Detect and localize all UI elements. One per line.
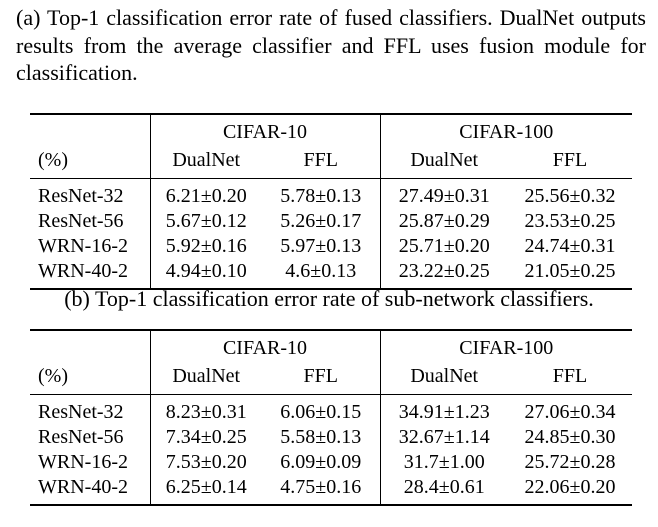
table-cell: 23.53±0.25 — [524, 210, 616, 232]
column-header: FFL — [552, 149, 588, 171]
model-name: ResNet-56 — [30, 425, 150, 450]
table-row — [30, 475, 632, 505]
table-cell: 32.67±1.14 — [398, 426, 490, 448]
table-cell: 25.56±0.32 — [508, 179, 632, 210]
table-a — [30, 113, 632, 290]
table-cell: 5.78±0.13 — [262, 179, 380, 210]
table-cell: 27.06±0.34 — [508, 395, 632, 426]
table-cell: 5.58±0.13 — [262, 425, 380, 450]
table-cell: 6.21±0.20 — [150, 179, 262, 210]
table-row — [30, 395, 632, 426]
table-cell: 7.34±0.25 — [165, 426, 247, 448]
group-header-cifar10: CIFAR-10 — [150, 114, 380, 147]
table-cell: 6.06±0.15 — [262, 395, 380, 426]
table-cell: 25.72±0.28 — [524, 451, 616, 473]
unit-label: (%) — [30, 147, 150, 179]
table-cell: 4.75±0.16 — [262, 475, 380, 505]
table-row — [30, 179, 632, 210]
column-header: DualNet — [410, 149, 479, 171]
table-cell: 28.4±0.61 — [380, 475, 508, 505]
model-name: WRN-40-2 — [30, 259, 150, 289]
table-cell: 5.26±0.17 — [262, 209, 380, 234]
model-name: ResNet-32 — [30, 395, 150, 426]
model-name: ResNet-56 — [30, 209, 150, 234]
table-cell: 24.74±0.31 — [524, 235, 616, 257]
group-header-cifar100: CIFAR-100 — [380, 330, 632, 363]
table-row — [30, 234, 632, 259]
table-row — [30, 259, 632, 289]
table-cell: 22.06±0.20 — [508, 475, 632, 505]
group-header-cifar10: CIFAR-10 — [150, 330, 380, 363]
column-header: FFL — [262, 147, 380, 179]
table-cell: 6.25±0.14 — [150, 475, 262, 505]
table-cell: 27.49±0.31 — [380, 179, 508, 210]
table-subheader-row — [30, 147, 632, 179]
table-cell: 8.23±0.31 — [150, 395, 262, 426]
column-header: FFL — [262, 363, 380, 395]
group-header-cifar100: CIFAR-100 — [380, 114, 632, 147]
model-name: WRN-16-2 — [30, 234, 150, 259]
table-header-corner — [30, 330, 150, 363]
table-b-caption: (b) Top-1 classification error rate of sub-network classifiers. — [64, 286, 594, 311]
column-header: DualNet — [410, 365, 479, 387]
table-row — [30, 425, 632, 450]
table-a-caption: (a) Top-1 classification error rate of fused classifiers. DualNet outputs results from the average classifier and FFL uses fusion module for classification. — [16, 5, 646, 85]
table-row — [30, 209, 632, 234]
table-header-row — [30, 114, 632, 147]
table-subheader-row — [30, 363, 632, 395]
table-cell: 4.6±0.13 — [262, 259, 380, 289]
table-cell: 25.87±0.29 — [398, 210, 490, 232]
table-b — [30, 329, 632, 506]
table-cell: 7.53±0.20 — [165, 451, 247, 473]
table-cell: 5.92±0.16 — [165, 235, 247, 257]
table-header-corner — [30, 114, 150, 147]
column-header: FFL — [552, 365, 588, 387]
table-cell: 5.67±0.12 — [165, 210, 247, 232]
table-cell: 5.97±0.13 — [262, 234, 380, 259]
table-cell: 31.7±1.00 — [403, 451, 485, 473]
table-cell: 24.85±0.30 — [524, 426, 616, 448]
table-cell: 23.22±0.25 — [380, 259, 508, 289]
table-cell: 25.71±0.20 — [398, 235, 490, 257]
table-header-row — [30, 330, 632, 363]
unit-label: (%) — [30, 363, 150, 395]
column-header: DualNet — [172, 365, 241, 387]
column-header: DualNet — [172, 149, 241, 171]
table-cell: 4.94±0.10 — [150, 259, 262, 289]
table-cell: 6.09±0.09 — [262, 450, 380, 475]
model-name: ResNet-32 — [30, 179, 150, 210]
table-row — [30, 450, 632, 475]
model-name: WRN-16-2 — [30, 450, 150, 475]
table-cell: 21.05±0.25 — [508, 259, 632, 289]
table-cell: 34.91±1.23 — [380, 395, 508, 426]
model-name: WRN-40-2 — [30, 475, 150, 505]
